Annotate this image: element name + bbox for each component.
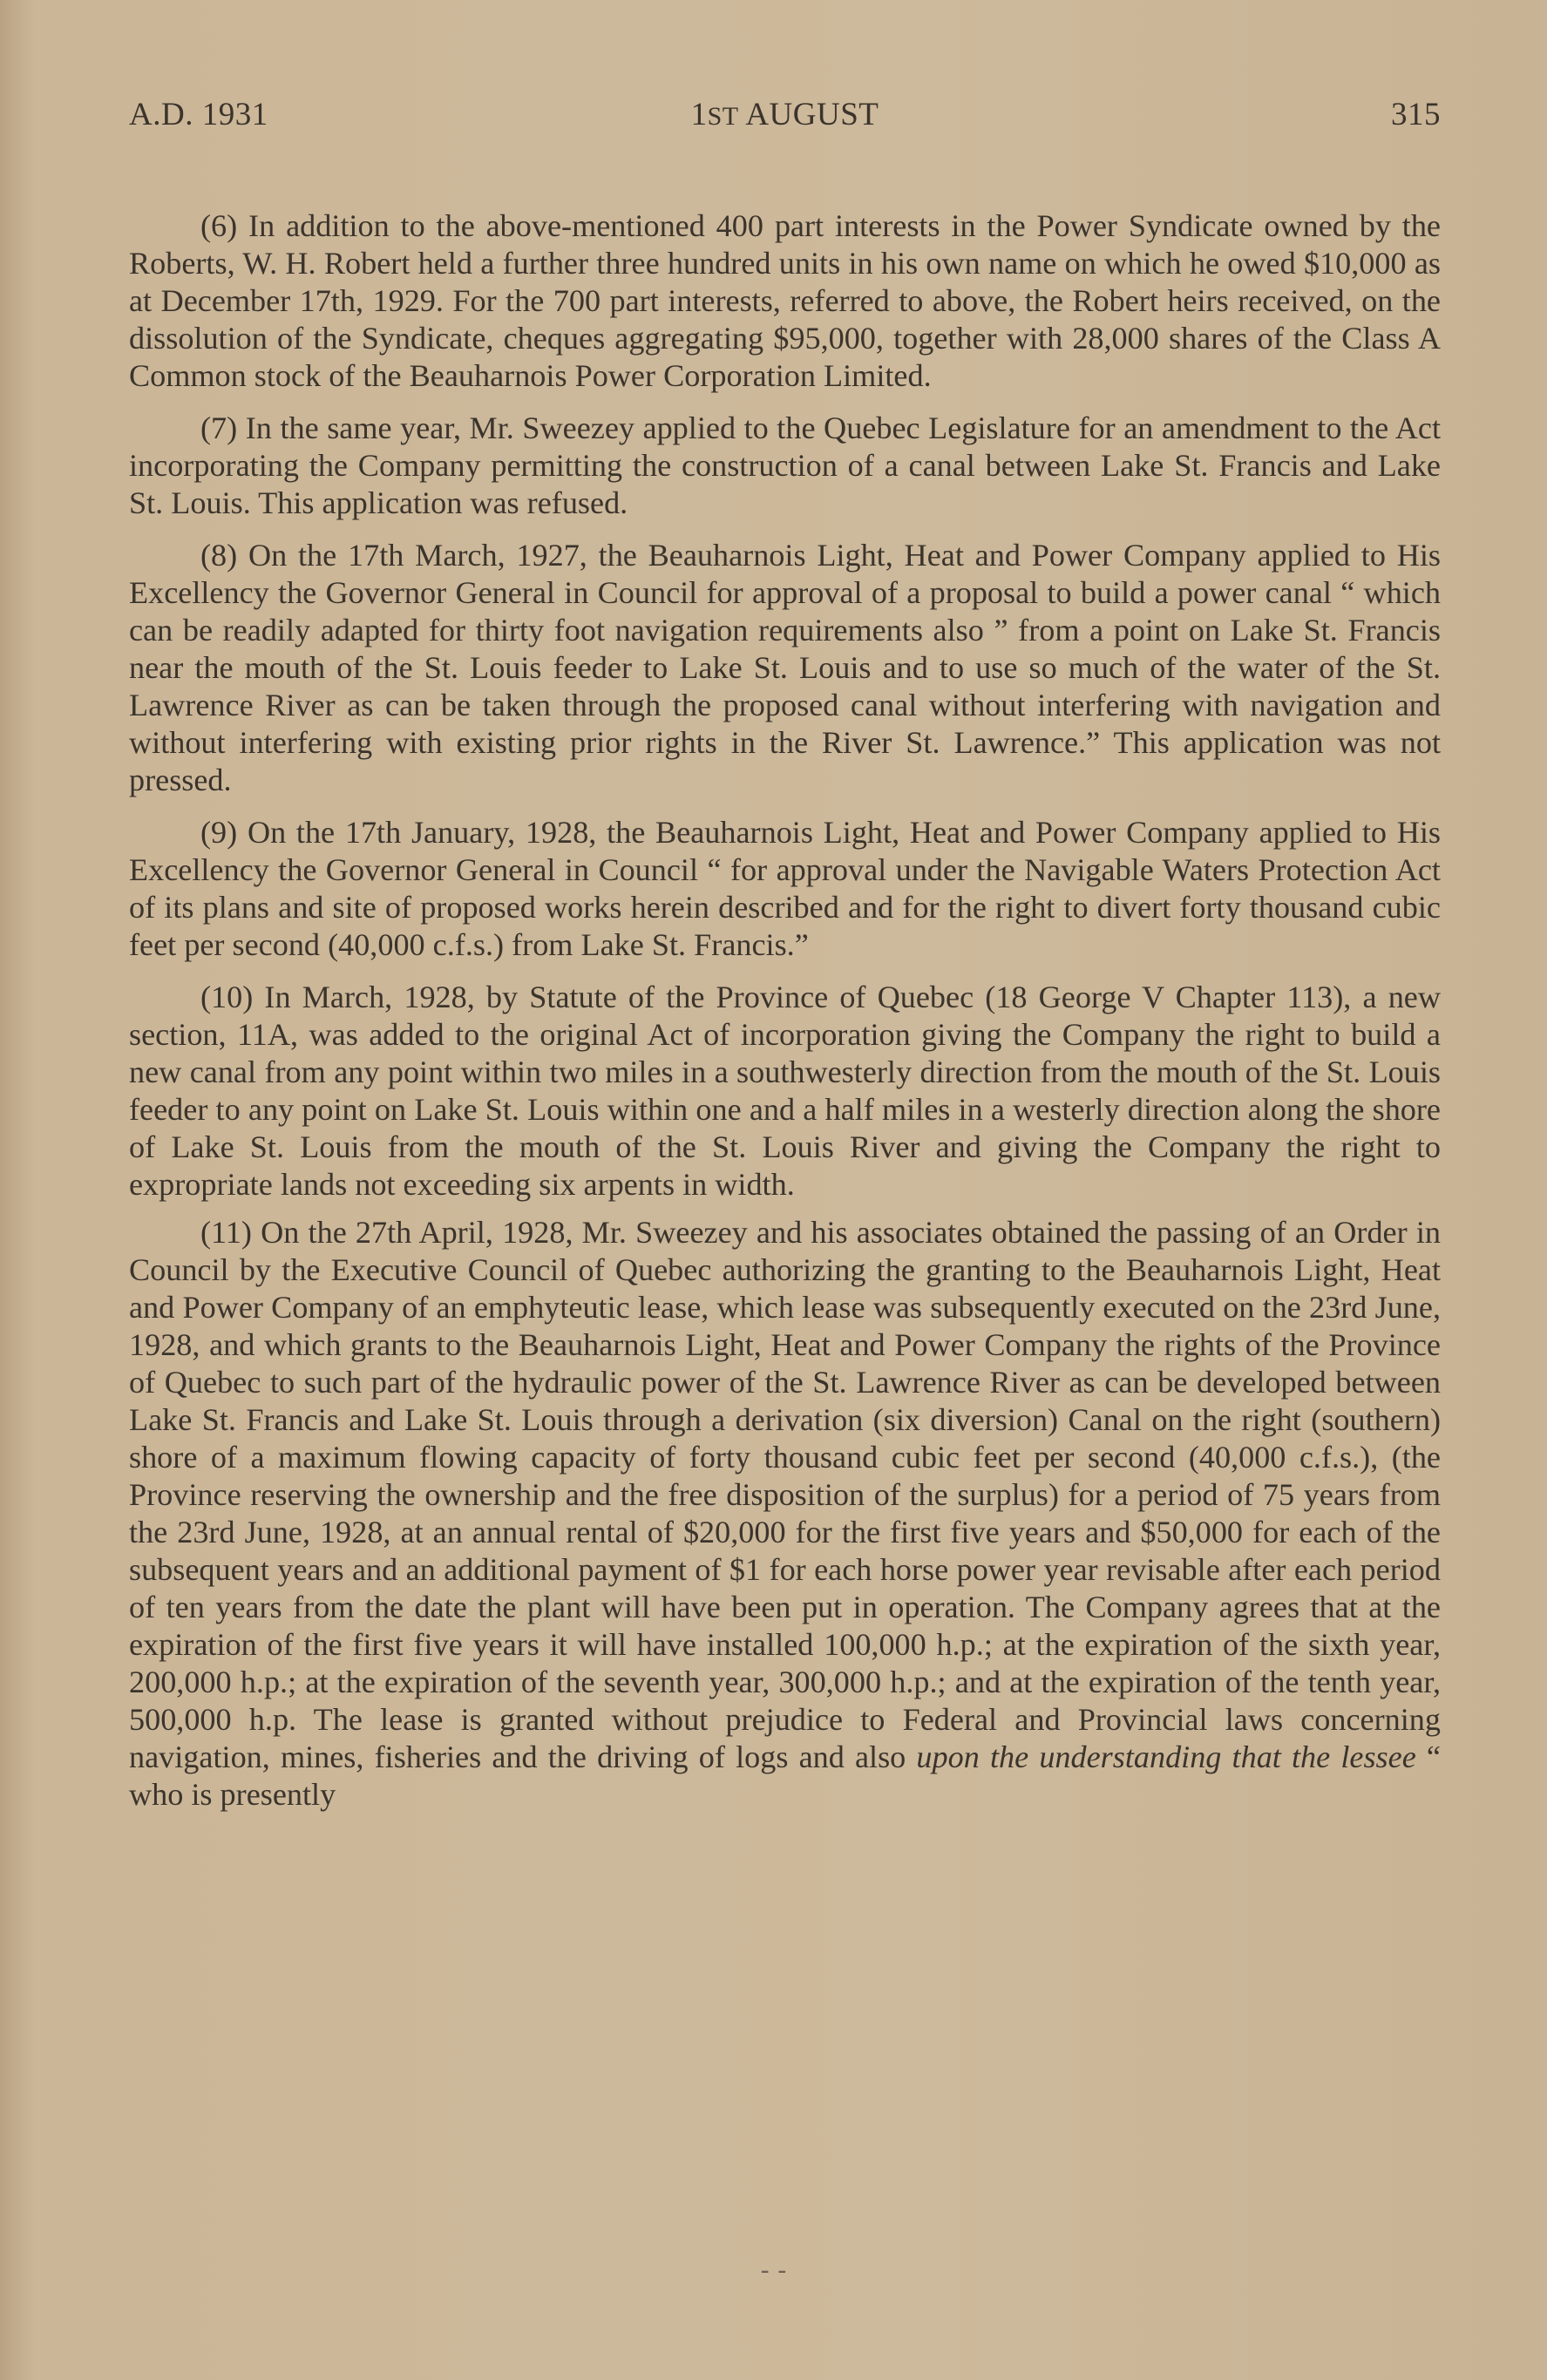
page-number: 315	[1391, 97, 1441, 132]
paragraph-9: (9) On the 17th January, 1928, the Beauharnois Light, Heat and Power Company applied to His Excellency the Governor General in Council “ for approval under the Navigable Waters Protection Act of its plans and site of proposed works herein described and for the right to divert forty thousand cubic feet per second (40,000 c.f.s.) from Lake St. Francis.”	[129, 815, 1441, 962]
running-header	[129, 91, 1441, 143]
header-date-day: 1	[690, 97, 708, 132]
paragraph-10: (10) In March, 1928, by Statute of the Province of Quebec (18 George V Chapter 113), a new section, 11A, was added to the original Act of incorporation giving the Company the right to build a new canal from any point within two miles in a southwesterly direction from the mouth of the St. Louis feeder to any point on Lake St. Louis within one and a half miles in a westerly direction along the shore of Lake St. Louis from the mouth of the St. Louis River and giving the Company the right to expropriate lands not exceeding six arpents in width.	[129, 980, 1441, 1202]
body-text	[129, 207, 1441, 1828]
paragraph-11-tail: “ who is presently	[129, 1739, 1441, 1812]
paragraph-11-text: (11) On the 27th April, 1928, Mr. Sweezey and his associates obtained the passing of an Order in Council by the Executive Council of Quebec authorizing the granting to the Beauharnois Light, Heat and Power Company of an emphyteutic lease, which lease was subsequently executed on the 23rd June, 1928, and which grants to the Beauharnois Light, Heat and Power Company the rights of the Province of Quebec to such part of the hydraulic power of the St. Lawrence River as can be developed between Lake St. Francis and Lake St. Louis through a derivation (six diversion) Canal on the right (southern) shore of a maximum flowing capacity of forty thousand cubic feet per second (40,000 c.f.s.), (the Province reserving the ownership and the free disposition of the surplus) for a period of 75 years from the 23rd June, 1928, at an annual rental of $20,000 for the first five years and $50,000 for each of the subsequent years and an additional payment of $1 for each horse power year revisable after each period of ten years from the date the plant will have been put in operation. The Company agrees that at the expiration of the first five years it will have installed 100,000 h.p.; at the expiration of the sixth year, 200,000 h.p.; at the expiration of the seventh year, 300,000 h.p.; and at the expiration of the tenth year, 500,000 h.p. The lease is granted without prejudice to Federal and Provincial laws concerning navigation, mines, fisheries and the driving of logs and also	[129, 1215, 1441, 1774]
header-date-month: AUGUST	[738, 97, 879, 132]
header-date-ordinal: ST	[707, 102, 739, 131]
header-date	[129, 96, 1441, 133]
header-year: A.D. 1931	[129, 97, 268, 132]
paragraph-11	[129, 1214, 1441, 1814]
paragraph-8: (8) On the 17th March, 1927, the Beauharnois Light, Heat and Power Company applied to His Excellency the Governor General in Council for approval of a proposal to build a power canal “ which can be readily adapted for thirty foot navigation requirements also ” from a point on Lake St. Francis near the mouth of the St. Louis feeder to Lake St. Louis and to use so much of the water of the St. Lawrence River as can be taken through the proposed canal without interfering with navigation and without interfering with existing prior rights in the River St. Lawrence.” This application was not pressed.	[129, 538, 1441, 797]
paragraph-11-italic: upon the understanding that the lessee	[916, 1739, 1416, 1774]
paragraph-6: (6) In addition to the above-mentioned 400 part interests in the Power Syndicate owned by the Roberts, W. H. Robert held a further three hundred units in his own name on which he owed $10,000 as at December 17th, 1929. For the 700 part interests, referred to above, the Robert heirs received, on the dissolution of the Syndicate, cheques aggregating $95,000, together with 28,000 shares of the Class A Common stock of the Beauharnois Power Corporation Limited.	[129, 208, 1441, 393]
footer-mark: - -	[760, 2255, 787, 2286]
paragraph-7: (7) In the same year, Mr. Sweezey applied to the Quebec Legislature for an amendment to the Act incorporating the Company permitting the construction of a canal between Lake St. Francis and Lake St. Louis. This application was refused.	[129, 410, 1441, 520]
